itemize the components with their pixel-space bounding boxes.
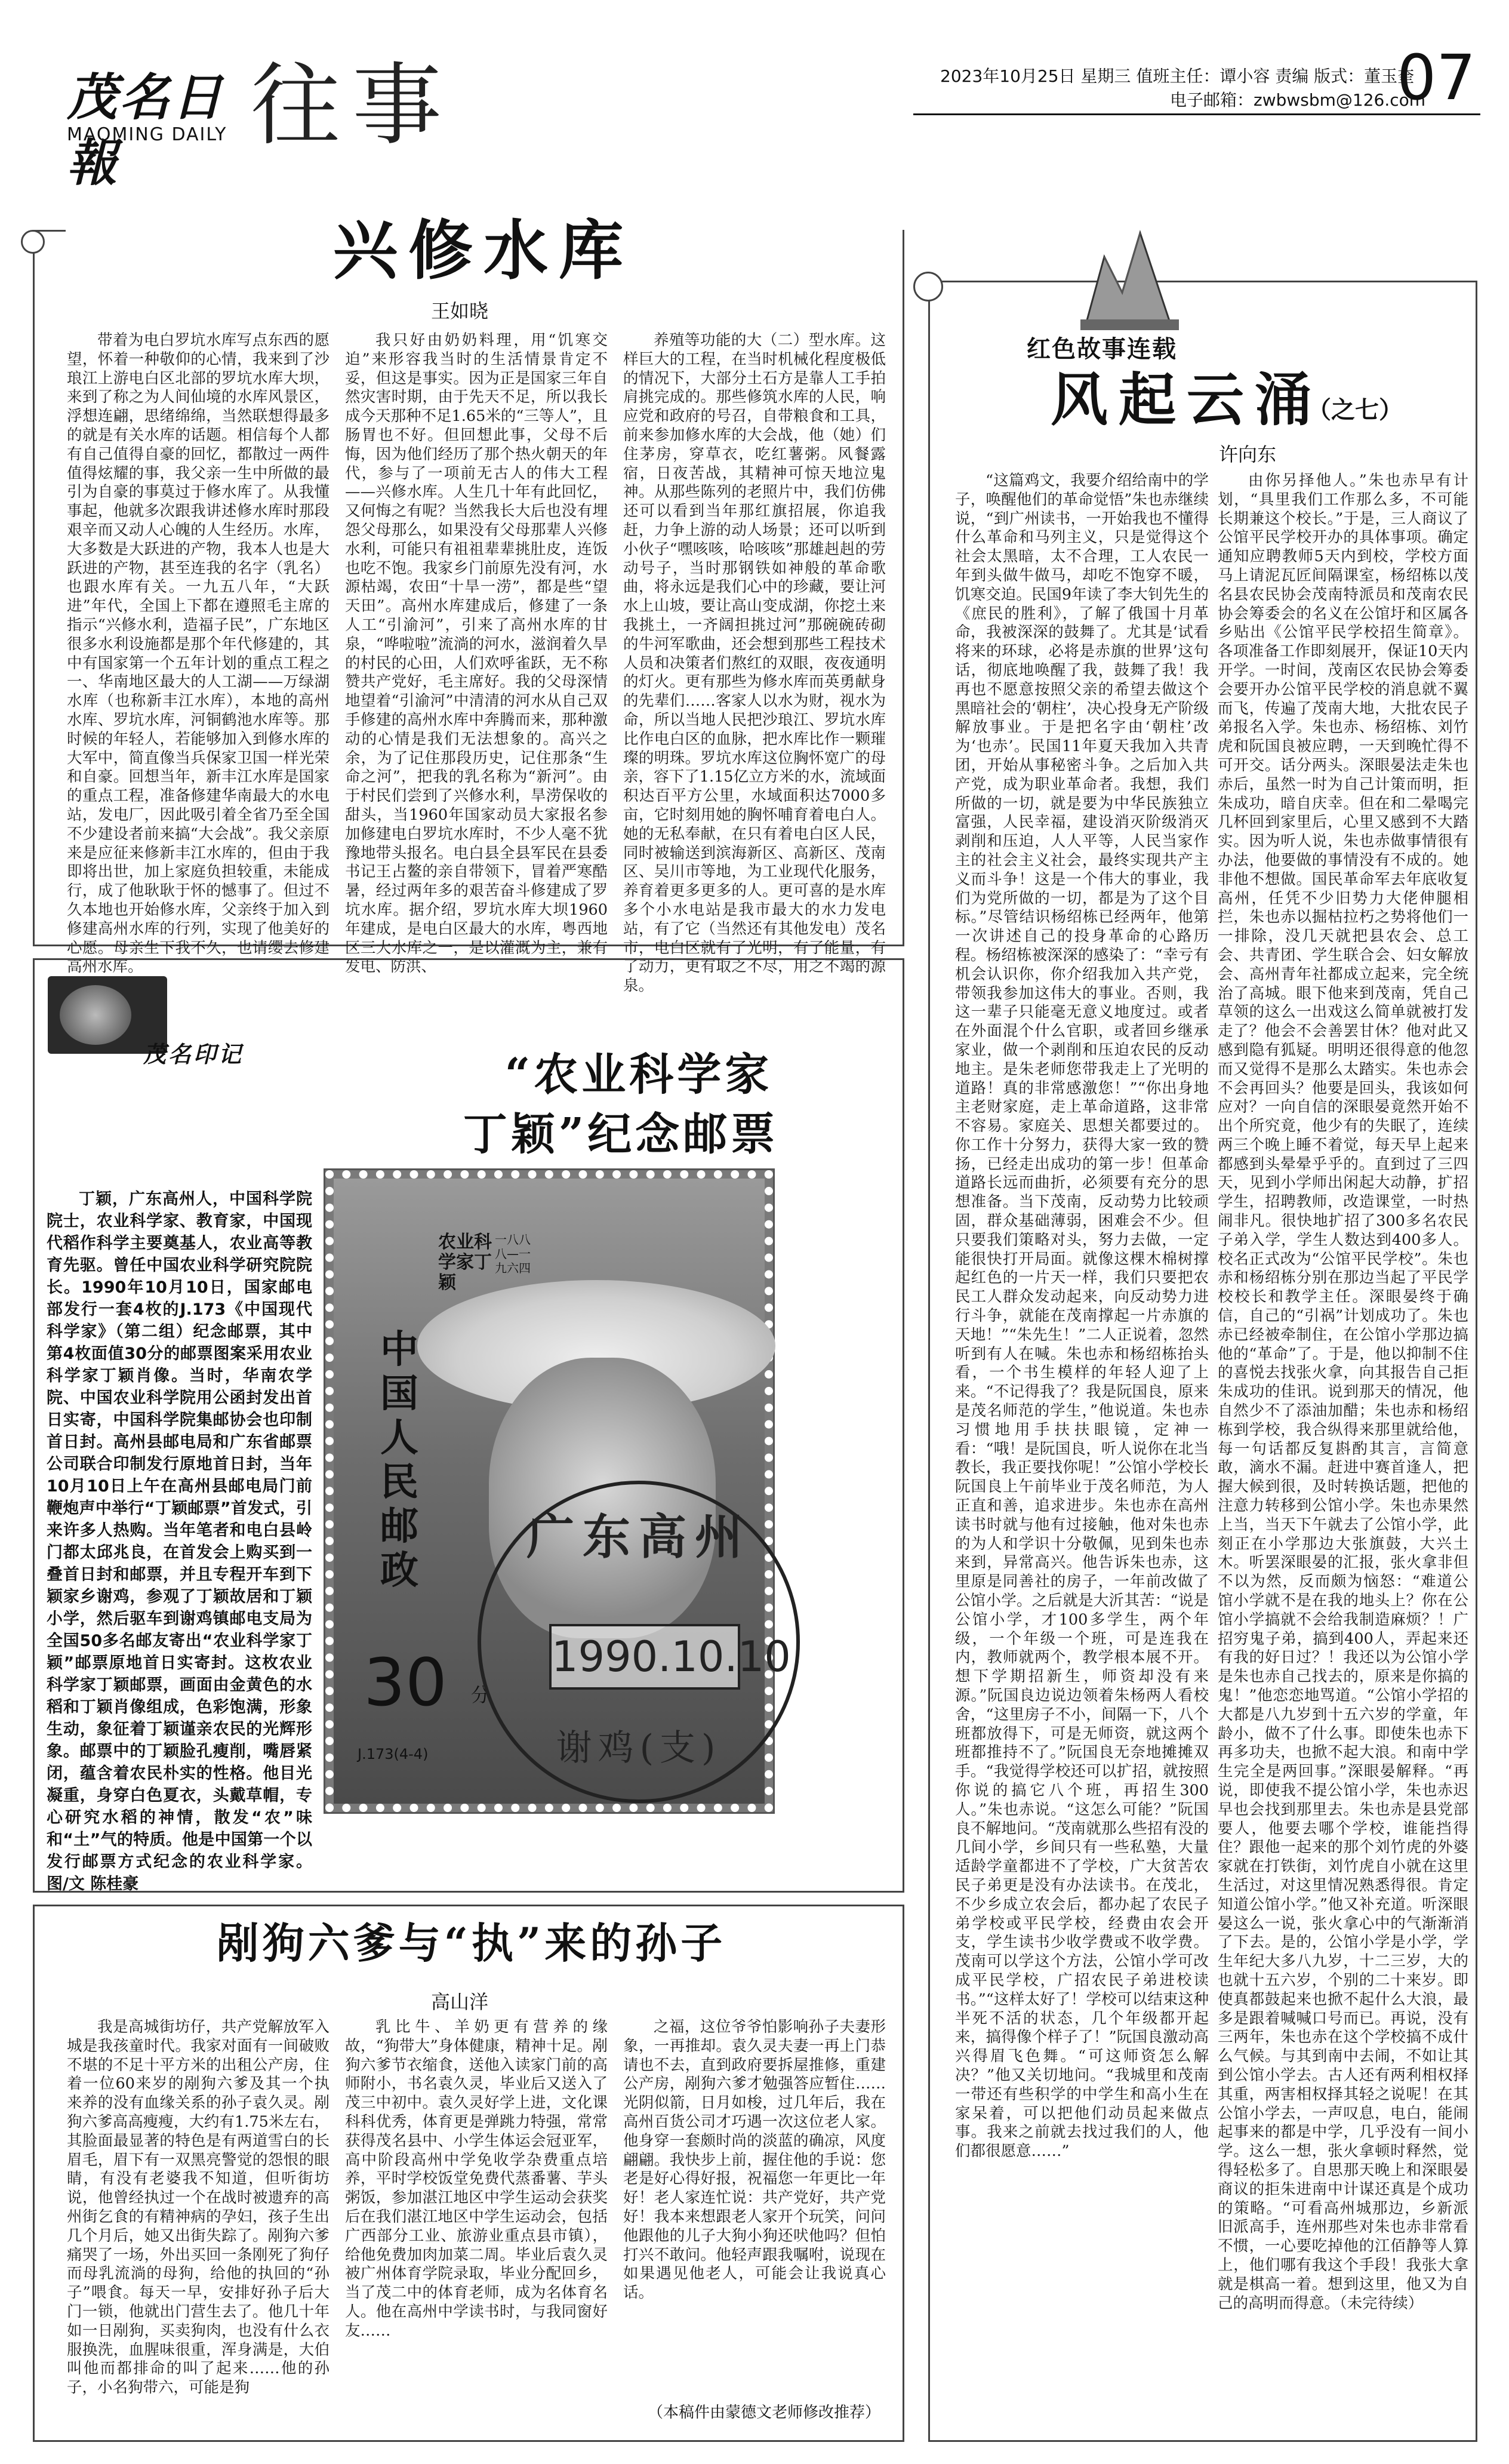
article4-author: 许向东 xyxy=(1218,443,1276,466)
article1-column-1: 带着为电白罗坑水库写点东西的愿望，怀着一种敬仰的心情，我来到了沙琅江上游电白区北部的罗坑水库大坝，来到了称之为人间仙境的水库风景区，浮想连翩，思绪绵绵，当然联想得最多的就是有关水库的话题。相信每个人都有自己值得自豪的回忆，都散过一两件值得炫耀的事，我父亲一生中所做的最引为自豪的事莫过于修水库了。从我懂事起，他就多次跟我讲述修水库时那段艰辛而又动人心魄的人生经历。水库，大多数是大跃进的产物，我本人也是大跃进的产物，甚至连我的名字（乳名）也跟水库有关。一九五八年，“大跃进”年代，全国上下都在遵照毛主席的指示“兴修水利，造福子民”，广东地区很多水利设施都是那个年代修建的，其中有国家第一个五年计划的重点工程之一、华南地区最大的人工湖——万绿湖水库（也称新丰江水库），本地的高州水库、罗坑水库，河铜鹤池水库等。那时候的年轻人，若能够加入到修水库的大军中，简直像当兵保家卫国一样光荣和自豪。回想当年，新丰江水库是国家的重点工程，准备修建华南最大的水电站，发电厂，因此吸引着全省乃至全国不少建设者前来搞“大会战”。我父亲原来是应征来修新丰江水库的，但由于我即将出世，加上家庭负担较重，未能成行，成了他耿耿于怀的憾事了。但过不久本地也开始修水库，父亲终于加入到修建高州水库的行列，实现了他美好的心愿。母亲生下我不久，也请缨去修建高州水库。 xyxy=(67,331,329,976)
article3-column-3: 之福，这位爷爷怕影响孙子夫妻形象，一再推却。袁久灵夫妻一再上门恭请也不去，直到政府要拆屋推修，重建公产房，剐狗六爹才勉强答应暂住……光阴似箭，日月如梭，过几年后，我在高州百货公司才巧遇一次这位老人家。他身穿一套颇时尚的淡蓝的确凉，风度翩翩。我快步上前，握住他的手说：您老是好心得好报，祝福您一年更比一年好！老人家连忙说：共产党好，共产党好！我本来想跟老人家开个玩笑，问问他跟他的儿子大狗小狗还吠他吗？但怕打兴不敢问。他轻声跟我嘱咐，说现在如果遇见他老人，可能会让我说真心话。 xyxy=(623,2018,886,2302)
article3-title: 剐狗六爹与“执”来的孙子 xyxy=(217,1918,726,1968)
stamp-country: 中国人民邮政 xyxy=(380,1327,418,1593)
stamp-code: J.173(4-4) xyxy=(358,1746,429,1762)
article3-column-1: 我是高城街坊仔，共产党解放军入城是我孩童时代。我家对面有一间破败不堪的不足十平方米的出租公产房，住着一位60来岁的剐狗六爹及其一个执来养的没有血缘关系的孙子袁久灵。剐狗六爹高高瘦瘦，大约有1.75米左右，其脸面最显著的特色是有两道雪白的长眉毛，眉下有一双黑亮警觉的怨恨的眼睛，有没有老婆我不知道，但听街坊说，他曾经执过一个在战时被遗弃的高州街乞食的有精神病的孕妇，孩子生出几个月后，她又出街失踪了。剐狗六爹痛哭了一场，外出买回一条刚死了狗仔而母乳流淌的母狗，给他的执回的“孙子”喂食。每天一早，安排好孙子后大门一锁，他就出门营生去了。他几十年如一日剐狗，买卖狗肉，也没有什么衣服换洗，血腥味很重，浑身满是，大伯叫他而都排命的叫了起来……他的孙子，小名狗带六，可能是狗 xyxy=(67,2018,329,2397)
header-email: 电子邮箱：zwbwsbm@126.com xyxy=(1170,90,1426,110)
masthead-logo-english: MAOMING DAILY xyxy=(67,124,227,145)
section-title: 往事 xyxy=(251,54,454,158)
article2-title-line1: “农业科学家 xyxy=(504,1049,773,1100)
article1-author: 王如晓 xyxy=(430,300,488,322)
article3-end-note: （本稿件由蒙德文老师修改推荐） xyxy=(648,2404,881,2422)
article4-title-suffix: （之七） xyxy=(1307,396,1403,424)
series-illustration-icon xyxy=(1068,221,1188,334)
article4-column-2: 由你另择他人。”朱也赤早有计划，“具里我们工作那么多，不可能长期兼这个校长。”于是，三人商议了公馆平民学校开办的具体事项。确定通知应聘教师5天内到校，学校方面马上请泥瓦匠间隔课室，杨绍栋以茂名县农民协会茂南特派员和茂南农民协会筹委会的名义在公馆圩和区属各乡贴出《公馆平民学校招生简章》。各项准备工作即刻展开，保证10天内开学。一时间，茂南区农民协会筹委会要开办公馆平民学校的消息就不翼而飞，传遍了茂南大地，大批农民子弟报名入学。朱也赤、杨绍栋、刘竹虎和阮国良被应聘，一天到晚忙得不可开交。话分两头。深眼晏法走朱也赤后，虽然一时为自己计策而明，拒朱成功，暗自庆幸。但在和二晕喝完几杯回到家里后，心里又感到不大踏实。因为听人说，朱也赤做事情很有办法，他要做的事情没有不成的。她非他不想做。国民革命军去年底收复高州，任凭不少旧势力大佬伸腿相拦，朱也赤以掘枯拉朽之势将他们一一排除，没几天就把县农会、总工会、共青团、学生联合会、妇女解放会、高州青年社都成立起来，完全统治了高城。眼下他来到茂南，凭自己草领的这么一出戏这么简单就被打发走了？他会不会善罢甘休？他对此又感到隐有狐疑。明明还很得意的他忽而又觉得不是那么太踏实。朱也赤会不会再回头？他要是回头，我该如何应对？一向自信的深眼晏竟然开始不出个所究竟，他少有的失眠了，连续两三个晚上睡不着觉，每天早上起来都感到头晕晕乎乎的。直到过了三四天，见到小学师出闲起大动静，扩招学生，招聘教师，改造课堂，一时热闹非凡。很快地扩招了300多名农民子弟入学，学生人数达到400多人。校名正式改为“公馆平民学校”。朱也赤和杨绍栋分别在那边当起了平民学校校长和教学主任。深眼晏终于确信，自己的“引祸”计划成功了。朱也赤已经被牵制住，在公馆小学那边搞他的“革命”了。于是，他以抑制不住的喜悦去找张火拿，向其报告自己拒朱成功的佳讯。说到那天的情况，他自然少不了添油加醋；朱也赤和杨绍栋到学校，我合纵得来那里就给他，每一句话都反复斟酌其言，言简意敢，滴水不漏。赶进中赛首逢人，把握大候到很，及时转换话题，把他的注意力转移到公馆小学。朱也赤果然上当，当天下午就去了公馆小学，此刻正在小学那边大张旗鼓，大兴土木。听罢深眼晏的汇报，张火拿非但不以为然，反而颇为恼怒：“难道公馆小学就不是在我的地头上？你在公馆小学搞就不会给我制造麻烦？！广招穷鬼子弟，搞到400人，弄起来还有我的好日过？！我还以为公馆小学是朱也赤自己找去的，原来是你搞的鬼！”他恋恋地骂道。“公馆小学招的大都是八九岁到十五六岁的学童，年龄小，做不了什么事。即使朱也赤下再多功夫，也掀不起大浪。和南中学生完全是两回事。”深眼晏解释。“再说，即使我不提公馆小学，朱也赤迟早也会找到那里去。朱也赤是县党部要人，他要去哪个学校，谁能挡得住？跟他一起来的那个刘竹虎的外婆家就在打铁街，刘竹虎自小就在这里生活过，对这里情况熟悉得很。肯定知道公馆小学。”他又补充道。听深眼晏这么一说，张火拿心中的气渐渐消了下去。是的，公馆小学是小学，学生年纪大多八九岁，十二三岁，大的也就十五六岁，个别的二十来岁。即使真都鼓起来也掀不起什么大浪，最多是跟着喊喊口号而已。再说，没有三两年，朱也赤在这个学校搞不成什么气候。与其到南中去闹，不如让其到公馆小学去。古人还有两利相权择其重，两害相权择其轻之说呢！在其公馆小学去，一声叹息，电白，能闹起事来的都是中学，几乎没有一间小学。这么一想，张火拿顿时释然，觉得轻松多了。自思那天晚上和深眼晏商议的拒朱进南中计谋还真是个成功的策略。“可看高州城那边，乡新派旧派高手，连州那些对朱也赤非常看不惯，一心要吃掉他的江佰静等人算上，他们哪有我这个手段！我张大拿就是棋高一着。想到这里，他又为自己的高明而得意。（未完待续） xyxy=(1218,472,1468,2312)
article1-knot-icon xyxy=(21,230,45,254)
postmark-office: 谢鸡(支) xyxy=(556,1727,722,1769)
article1-title: 兴修水库 xyxy=(332,213,634,288)
stamp-value: 30 xyxy=(364,1644,447,1721)
header-rule xyxy=(913,113,1480,115)
header-meta: 2023年10月25日 星期三 值班主任：谭小容 责编 版式：董玉奎 xyxy=(940,66,1415,86)
postmark-date: 1990.10.10 xyxy=(549,1624,740,1690)
stamp-subject-name: 农业科学家丁颖 xyxy=(438,1232,492,1293)
article2-sidebar-text: 丁颖，广东高州人，中国科学院院士，农业科学家、教育家，中国现代稻作科学主要奠基人，农业高等教育先驱。曾任中国农业科学研究院院长。1990年10月10日，国家邮电部发行一套4枚的J.173《中国现代科学家》（第二组）纪念邮票，其中第4枚面值30分的邮票图案采用农业科学家丁颖肖像。当时，华南农学院、中国农业科学院用公函封发出首日实寄，中国科学院集邮协会也印制首日封。高州县邮电局和广东省邮票公司联合印制发行原地首日封，当年10月10日上午在高州县邮电局门前鞭炮声中举行“丁颖邮票”首发式，引来许多人热购。当年笔者和电白县岭门都太邱兆良，在首发会上购买到一叠首日封和邮票，并且专程开车到下颖家乡谢鸡，参观了丁颖故居和丁颖小学，然后驱车到谢鸡镇邮电支局为全国50多名邮友寄出“农业科学家丁颖”邮票原地首日实寄封。这枚农业科学家丁颖邮票，画面由金黄色的水稻和丁颖肖像组成，色彩饱满，形象生动，象征着丁颖谨亲农民的光辉形象。邮票中的丁颖脸孔瘦削，嘴唇紧闭，蕴含着农民朴实的性格。他目光凝重，身穿白色夏衣，头戴草帽，专心研究水稻的神情，散发“农”味和“土”气的特质。他是中国第一个以发行邮票方式纪念的农业科学家。 图/文 陈桂豪 xyxy=(47,1190,312,1893)
article4-knot-icon xyxy=(913,272,943,302)
article3-column-2: 乳比牛、羊奶更有营养的缘故，“狗带大”身体健康，精神十足。剐狗六爹节衣缩食，送他入读家门前的高师附小，书名袁久灵，毕业后又送入了茂三中初中。袁久灵好学上进，文化课科科优秀，体育更是弹跳力特强，常常获得茂名县中、小学生体运会冠亚军，高中阶段高州中学免收学杂费重点培养，平时学校饭堂免费代蒸番薯、芋头粥饭，参加湛江地区中学生运动会获奖后在我们湛江地区中学生运动会，包括广西部分工业、旅游业重点县市镇），给他免费加肉加菜二周。毕业后袁久灵被广州体育学院录取，毕业分配回乡，当了茂二中的体育老师，成为名体育名人。他在高州中学读书时，与我同窗好友…… xyxy=(345,2018,608,2340)
page-number: 07 xyxy=(1397,41,1476,114)
article2-title-line2: 丁颖”纪念邮票 xyxy=(463,1109,779,1160)
series-label: 红色故事连载 xyxy=(1027,336,1177,363)
article1-column-3: 养殖等功能的大（二）型水库。这样巨大的工程，在当时机械化程度极低的情况下，大部分土石方是靠人工手拍肩挑完成的。那些修筑水库的人民，响应党和政府的号召，自带粮食和工具，前来参加修水库的大会战，他（她）们住茅房，穿草衣，吃红薯粥。风餐露宿，日夜苦战，其精神可惊天地泣鬼神。从那些陈列的老照片中，我们仿佛还可以看到当年那红旗招展，你追我赶，力争上游的动人场景；还可以听到小伙子“嘿咳咳，哈咳咳”那雄赳赳的劳动号子，当时那钢铁如神般的革命歌曲，将永远是我们心中的珍藏，要让河水上山坡，要让高山变成湖，你挖土来我挑土，一齐阔担挑过河”那碗碗砖砌的牛河军歌曲，还会想到那些工程技术人员和决策者们熬红的双眼，夜夜通明的灯火。更有那些为修水库而英勇献身的先辈们……客家人以水为财，视水为命，所以当地人民把沙琅江、罗坑水库比作电白区的血脉，把水库比作一颗璀璨的明珠。罗坑水库这位胸怀宽广的母亲，容下了1.15亿立方米的水，流域面积达百平方公里，水域面积达7000多亩，它时刻用她的胸怀哺育着电白人。她的无私奉献，在只有着电白区人民，同时被输送到滨海新区、高新区、茂南区、吴川市等地，为工业现代化服务，养育着更多更多的人。更可喜的是水库多个小水电站是我市最大的水力发电站，有了它（当然还有其他发电）茂名市，电白区就有了光明，有了能量，有了动力，更有取之不尽，用之不竭的源泉。 xyxy=(623,331,886,995)
article4-title: 风起云涌 xyxy=(1051,366,1323,433)
article4-column-1: “这篇鸡文，我要介绍给南中的学子，唤醒他们的革命觉悟”朱也赤继续说，“到广州读书，一开始我也不懂得什么革命和马列主义，只是觉得这个社会太黑暗，太不合理，工人农民一年到头做牛做马，却吃不饱穿不暖，饥寒交迫。民国9年读了李大钊先生的《庶民的胜利》，了解了俄国十月革命，我被深深的鼓舞了。尤其是‘试看将来的环球，必将是赤旗的世界’这句话，彻底地唤醒了我，鼓舞了我！我再也不愿意按照父亲的希望去做这个黑暗社会的‘朝柱’，决心投身无产阶级解放事业。于是把名字由‘朝柱’改为‘也赤’。民国11年夏天我加入共青团，开始从事秘密斗争。之后加入共产党，成为职业革命者。我想，我们所做的一切，就是要为中华民族独立富强，人民幸福，建设消灭阶级消灭剥削和压迫，人人平等，人民当家作主的社会主义社会，最终实现共产主义而斗争！这是一个伟大的事业，我们为党所做的一切，都是为了这个目标。”尽管结识杨绍栋已经两年，他第一次讲述自己的投身革命的心路历程。杨绍栋被深深的感染了：“幸亏有机会认识你，你介绍我加入共产党，带领我参加这伟大的事业。否则，我这一辈子只能毫无意义地度过。或者在外面混个什么官职，或者回乡继承家业，做一个剥削和压迫农民的反动地主。是朱老师您带我走上了光明的道路！真的非常感激您！”“你出身地主老财家庭，走上革命道路，这非常不容易。家庭关、思想关都要过的。你工作十分努力，获得大家一致的赞扬，已经走出成功的第一步！但革命道路长远而曲折，必须要有充分的思想准备。当下茂南，反动势力比较顽固，群众基础薄弱，困难会不少。但只要我们策略对头，努力去做，一定能很快打开局面。就像这棵木棉树撑起红色的一片天一样，我们只要把农民工人群众发动起来，向反动势力进行斗争，就能在茂南撑起一片赤旗的天地！”“朱先生！”二人正说着，忽然听到有人在喊。朱也赤和杨绍栋抬头看，一个书生模样的年轻人迎了上来。“不记得我了？我是阮国良，原来是茂名师范的学生，”他说道。朱也赤习惯地用手扶扶眼镜，定神一看：“哦！是阮国良，听人说你在北当教长，我正要找你呢！”公馆小学校长阮国良上午前毕业于茂名师范，为人正直和善，追求进步。朱也赤在高州读书时就与他有过接触，他对朱也赤的为人和学识十分敬佩，见到朱也赤来到，异常高兴。他告诉朱也赤，这里原是同善社的房子，一年前改做了公馆小学。之后就是大沂其苦：“说是公馆小学，才100多学生，两个年级，一个年级一个班，可是连我在内，教师就两个，教学根本展不开。想下学期招新生，师资却没有来源。”阮国良边说边领着朱杨两人看校舍，“这里房子不小，间隔一下，八个班都放得下，可是无师资，就这两个班都推持不了。”阮国良无奈地摊摊双手。“我觉得学校还可以扩招，就按照你说的搞它八个班，再招生300人。”朱也赤说。“这怎么可能？”阮国良不解地问。“茂南就那么些招有没的几间小学，乡间只有一些私塾，大量适龄学童都进不了学校，广大贫苦农民子弟更是没有办法读书。在茂北，不少乡成立农会后，都办起了农民子弟学校或平民学校，经费由农会开支，学生读书少收学费或不收学费。茂南可以学这个方法，公馆小学可改成平民学校，广招农民子弟进校读书。”“这样太好了！学校可以结束这种半死不活的状态，几个年级都开起来，搞得像个样子了！”阮国良激动高兴得眉飞色舞。“可这师资怎么解决？”他又关切地问。“我城里和茂南一带还有些积学的中学生和高小生在家呆着，可以把他们动员起来做点事。我来之前就去找过我们的人，他们都很愿意……” xyxy=(955,472,1209,2161)
column-seal-image xyxy=(60,985,131,1045)
masthead-logo: 茂名日報 xyxy=(67,67,225,192)
column-name: 茂名印记 xyxy=(143,1041,244,1068)
stamp-value-unit: 分 xyxy=(471,1684,491,1706)
postmark-location: 广东高州 xyxy=(526,1509,751,1565)
article1-column-2: 我只好由奶奶料理，用“饥寒交迫”来形容我当时的生活情景肯定不妥，但这是事实。因为正是国家三年自然灾害时期，由于先天不足，所以我长成今天那种不足1.65米的“三等人”，且肠胃也不好。但回想此事，父母不后悔，因为他们经历了那个热火朝天的年代，参与了一项前无古人的伟大工程——兴修水库。人生几十年有此回忆，又何悔之有呢？当然我长大后也没有埋怨父母那么，如果没有父母那辈人兴修水利，可能只有祖祖辈辈挑肚皮，连饭也吃不饱。我家乡门前原先没有河，水源枯竭，农田“十旱一涝”，都是些“望天田”。高州水库建成后，修建了一条人工“引渝河”，引来了高州水库的甘泉，“哗啦啦”流淌的河水，滋润着久旱的村民的心田，人们欢呼雀跃，无不称赞共产党好，毛主席好。我的父母深情地望着“引渝河”中清清的河水从自己双手修建的高州水库中奔腾而来，那种激动的心情是我们无法想象的。高兴之余，为了记住那段历史，记住那条“生命之河”，把我的乳名称为“新河”。由于村民们尝到了兴修水利，旱涝保收的甜头，当1960年国家动员大家报名参加修建电白罗坑水库时，不少人毫不犹豫地带头报名。电白县全县军民在县委书记王占鳌的亲自带领下，冒着严寒酷暑，经过两年多的艰苦奋斗修建成了罗坑水库。据介绍，罗坑水库大坝1960年建成，是电白区最大的水库，粤西地区三大水库之一，是以灌溉为主，兼有发电、防洪、 xyxy=(345,331,608,976)
stamp-years: 一八八八—一九六四 xyxy=(495,1232,531,1275)
article3-author: 高山洋 xyxy=(430,1991,488,2013)
